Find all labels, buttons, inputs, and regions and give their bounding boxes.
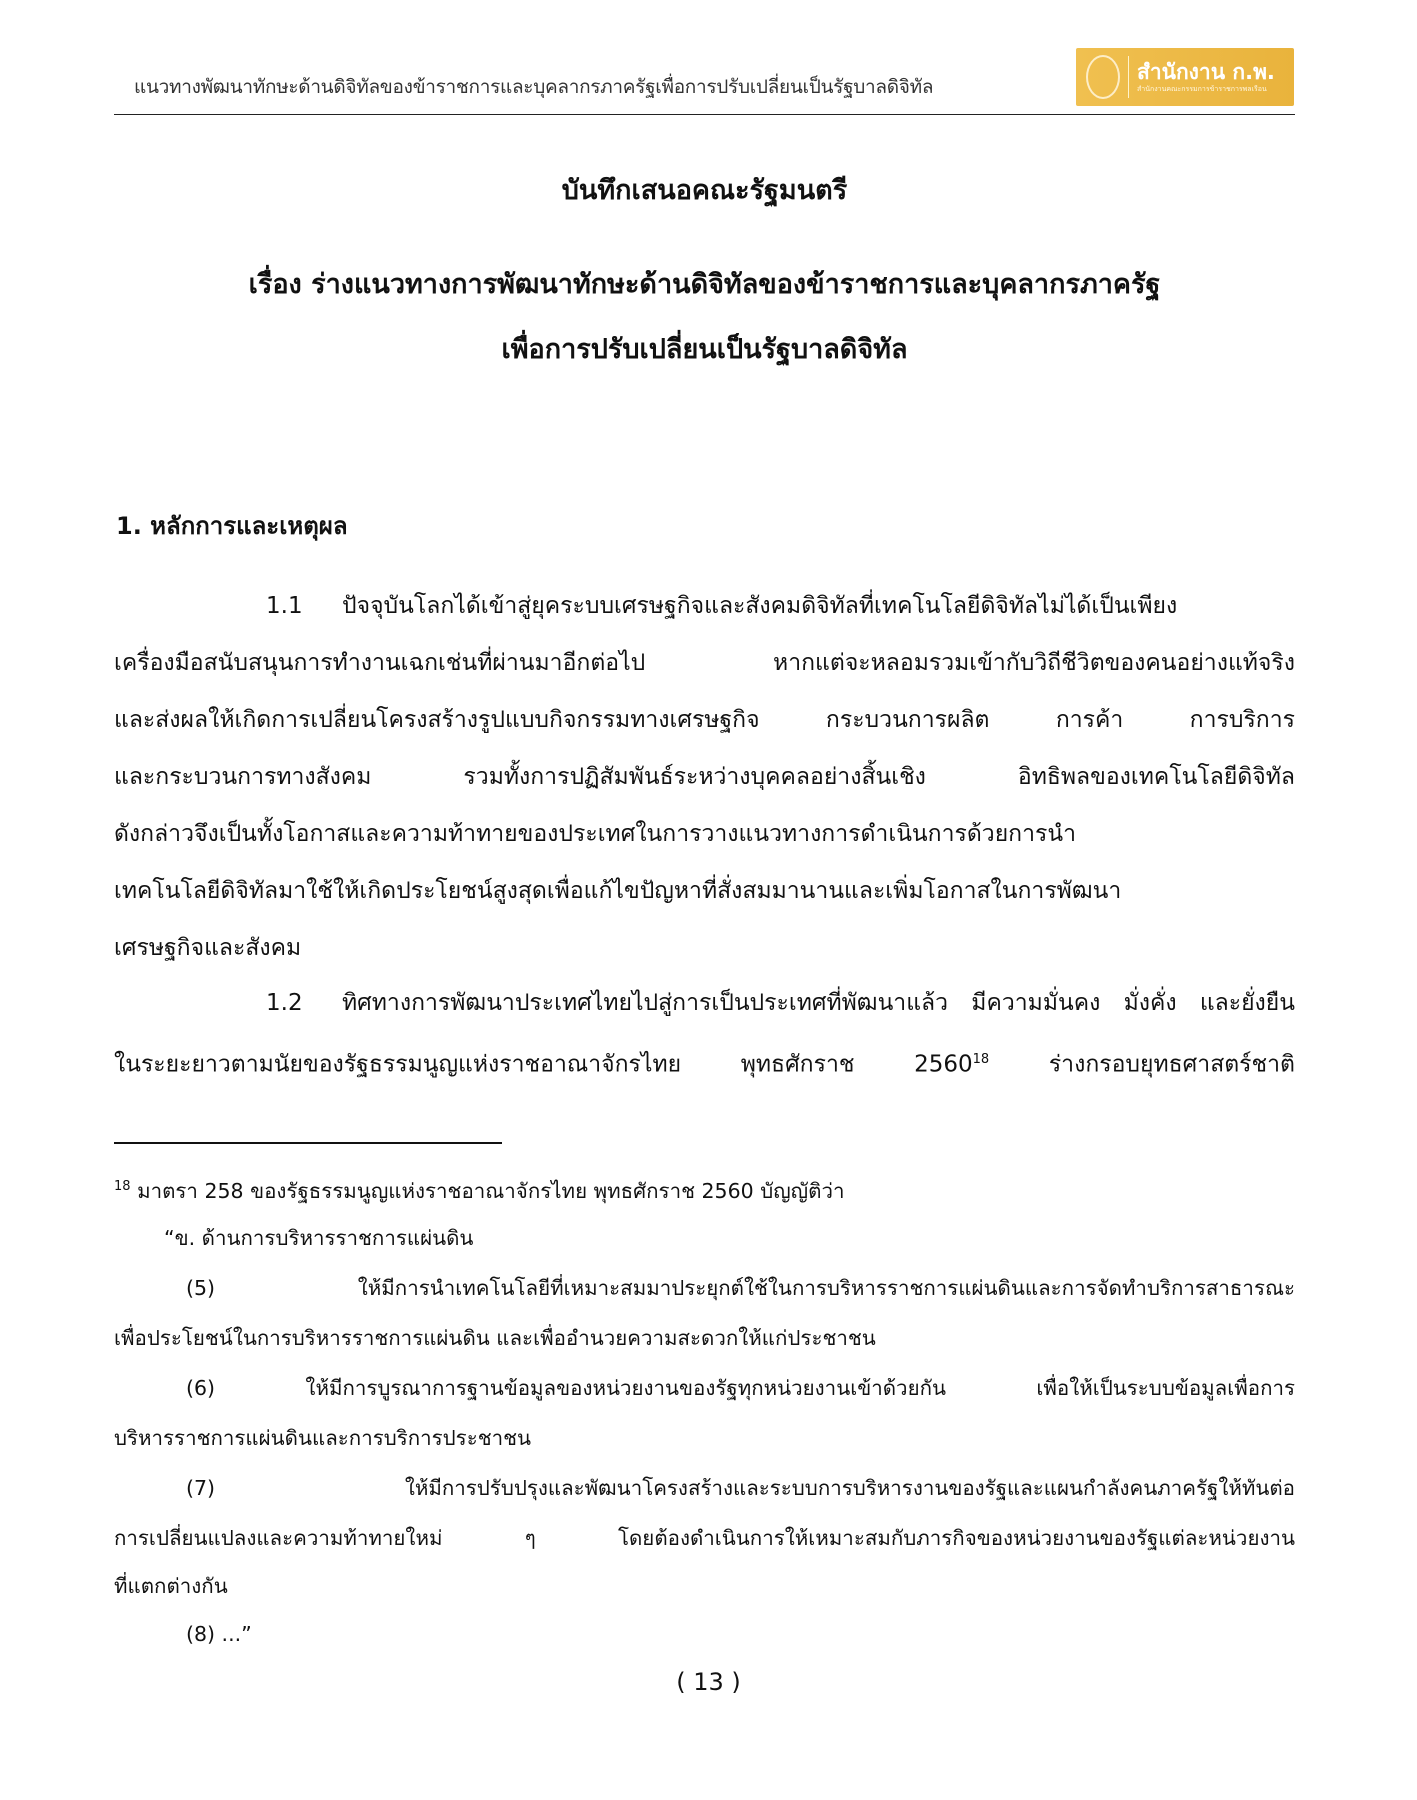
section-heading: 1. หลักการและเหตุผล: [116, 512, 348, 540]
ocsc-logo: [1076, 48, 1294, 106]
doc-title: บันทึกเสนอคณะรัฐมนตรี: [561, 175, 848, 206]
paragraph-line: [114, 1040, 1295, 1080]
footnote-ref[interactable]: 18: [972, 1052, 990, 1067]
running-header: แนวทางพัฒนาทักษะด้านดิจิทัลของข้าราชการและบุคลากรภาครัฐเพื่อการปรับเปลี่ยนเป็นรัฐบาลดิจิทัล: [134, 76, 934, 98]
footnote-line: (7) ให้มีการปรับปรุงและพัฒนาโครงสร้างและระบบการบริหารงานของรัฐและแผนกำลังคนภาครัฐให้ทันต่อ: [186, 1476, 1295, 1500]
paragraph-line: และส่งผลให้เกิดการเปลี่ยนโครงสร้างรูปแบบกิจกรรมทางเศรษฐกิจ กระบวนการผลิต การค้า การบริการ: [114, 707, 1295, 733]
paragraph-line: [266, 586, 1295, 626]
footnote-line: บริหารราชการแผ่นดินและการบริการประชาชน: [114, 1426, 532, 1450]
page-number: ( 13 ): [676, 1668, 741, 1696]
paragraph-line: เศรษฐกิจและสังคม: [114, 935, 302, 961]
logo-divider: [1128, 56, 1129, 98]
footnote-line: (5) ให้มีการนำเทคโนโลยีที่เหมาะสมมาประยุกต์ใช้ในการบริหารราชการแผ่นดินและการจัดทำบริการสาธารณะ: [186, 1276, 1295, 1300]
paragraph-line: [266, 983, 1295, 1023]
seal-icon: [1086, 55, 1120, 99]
footnote-line: ที่แตกต่างกัน: [114, 1574, 228, 1598]
footnote-text: มาตรา 258 ของรัฐธรรมนูญแห่งราชอาณาจักรไทย พุทธศักราช 2560 บัญญัติว่า: [137, 1178, 845, 1203]
footnote-line: (8) ...”: [186, 1622, 252, 1646]
paragraph-line: เทคโนโลยีดิจิทัลมาใช้ให้เกิดประโยชน์สูงสุดเพื่อแก้ไขปัญหาที่สั่งสมมานานและเพิ่มโอกาสในการพัฒนา: [114, 878, 1122, 904]
footnote-rule: [114, 1142, 502, 1144]
para-text: ในระยะยาวตามนัยของรัฐธรรมนูญแห่งราชอาณาจักรไทย พุทธศักราช 2560: [114, 1051, 973, 1078]
logo-text: สำนักงาน ก.พ.: [1137, 60, 1275, 84]
footnote-line: “ข. ด้านการบริหารราชการแผ่นดิน: [164, 1226, 474, 1250]
footnote-line: (6) ให้มีการบูรณาการฐานข้อมูลของหน่วยงานของรัฐทุกหน่วยงานเข้าด้วยกัน เพื่อให้เป็นระบบข้อมูลเพื่อการ: [186, 1376, 1295, 1400]
footnote-line: เพื่อประโยชน์ในการบริหารราชการแผ่นดิน และเพื่ออำนวยความสะดวกให้แก่ประชาชน: [114, 1326, 876, 1350]
paragraph-line: เครื่องมือสนับสนุนการทำงานเฉกเช่นที่ผ่านมาอีกต่อไป หากแต่จะหลอมรวมเข้ากับวิถีชีวิตของคนอย่างแท้จริง: [114, 650, 1295, 676]
header-rule: [114, 114, 1295, 115]
para-text: ร่างกรอบยุทธศาสตร์ชาติ: [989, 1051, 1295, 1078]
doc-subject-line1: เรื่อง ร่างแนวทางการพัฒนาทักษะด้านดิจิทัลของข้าราชการและบุคลากรภาครัฐ: [248, 269, 1161, 300]
para-number: 1.2: [266, 990, 303, 1016]
paragraph-line: และกระบวนการทางสังคม รวมทั้งการปฏิสัมพันธ์ระหว่างบุคคลอย่างสิ้นเชิง อิทธิพลของเทคโนโลยีดิจิทัล: [114, 764, 1295, 790]
paragraph-line: ดังกล่าวจึงเป็นทั้งโอกาสและความท้าทายของประเทศในการวางแนวทางการดำเนินการด้วยการนำ: [114, 821, 1077, 847]
para-text: ทิศทางการพัฒนาประเทศไทยไปสู่การเป็นประเทศที่พัฒนาแล้ว มีความมั่นคง มั่งคั่ง และยั่งยืน: [342, 990, 1295, 1016]
logo-subtext: สำนักงานคณะกรรมการข้าราชการพลเรือน: [1137, 85, 1267, 93]
para-number: 1.1: [266, 593, 303, 619]
footnote-line: การเปลี่ยนแปลงและความท้าทายใหม่ ๆ โดยต้องดำเนินการให้เหมาะสมกับภารกิจของหน่วยงานของรัฐแต่ละหน่วยงาน: [114, 1526, 1295, 1550]
para-text: ปัจจุบันโลกได้เข้าสู่ยุคระบบเศรษฐกิจและสังคมดิจิทัลที่เทคโนโลยีดิจิทัลไม่ได้เป็นเพียง: [342, 593, 1178, 619]
footnote-line: [114, 1167, 1295, 1207]
footnote-number: 18: [114, 1179, 131, 1194]
doc-subject-line2: เพื่อการปรับเปลี่ยนเป็นรัฐบาลดิจิทัล: [501, 334, 908, 365]
